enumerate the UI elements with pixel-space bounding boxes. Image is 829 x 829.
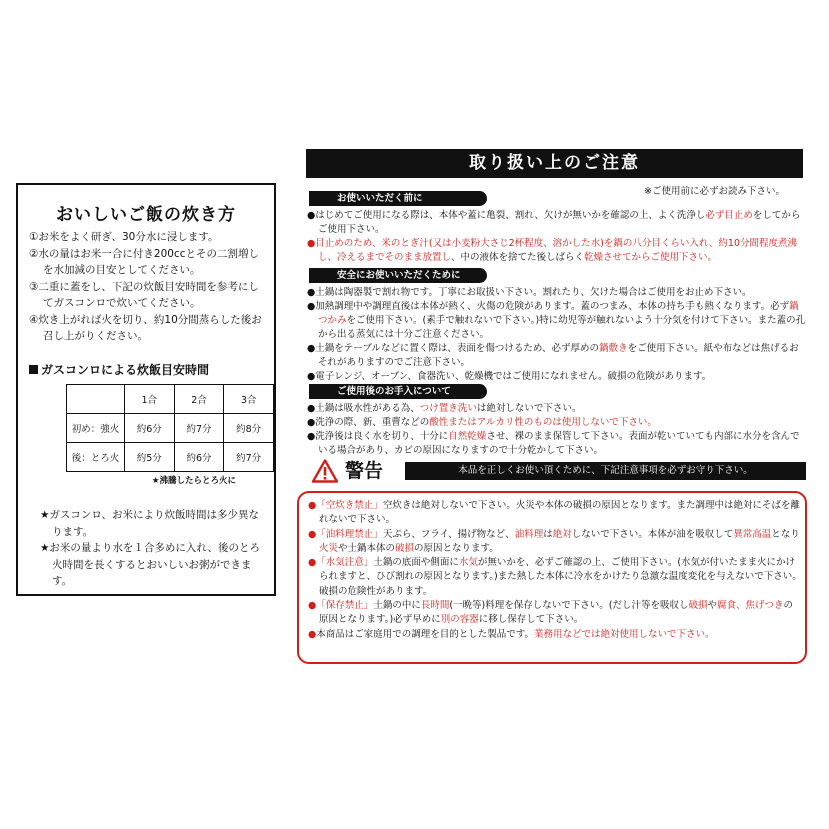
warning-triangle-icon (312, 459, 338, 483)
highlight-text: 破損 (688, 600, 708, 612)
highlight-text: 「水気注意」 (316, 557, 374, 569)
body-text: ●電子レンジ、オーブン、食器洗い、乾燥機ではご使用になれません。破損の危険があります。 (307, 371, 712, 382)
must-read-note: ※ご使用前に必ずお読み下さい。 (644, 186, 785, 197)
handling-precautions-banner: 取り扱い上のご注意 (306, 149, 803, 178)
highlight-text: ● (308, 500, 317, 511)
section-body-safe-use (307, 286, 807, 384)
rice-cooking-guide (16, 183, 276, 596)
warning-box (297, 491, 807, 664)
table-note: ★沸騰したらとろ火に (151, 476, 236, 486)
cooking-step: ①お米をよく研ぎ、30分水に浸します。 (29, 231, 219, 243)
body-text: や (707, 600, 717, 612)
highlight-text: 「空炊き禁止」 (316, 500, 383, 511)
highlight-text: 破損 (395, 542, 415, 554)
list-item (307, 237, 807, 265)
table-cell: 約7分 (224, 443, 274, 472)
table-cell: 約6分 (124, 414, 174, 443)
body-text: (一晩等)料理を保存しないで下さい。(だし汁等を吸収し (449, 600, 689, 612)
highlight-text: ● (308, 628, 317, 640)
highlight-text: 業務用などでは絶対使用しないで下さい。 (534, 628, 715, 640)
section-heading-before-use: お使いいただく前に (309, 191, 487, 206)
warning-item (308, 628, 802, 642)
warning-item (308, 499, 802, 528)
warning-item (308, 528, 802, 557)
body-text: しないで下さい。本体が油を吸収して (571, 528, 734, 540)
body-text: ●洗浄後は良く水を切り、十分に (307, 431, 449, 442)
highlight-text: 異常高温 (733, 528, 772, 540)
list-item (307, 342, 807, 370)
highlight-text: 乾燥させてからご使用下さい。 (584, 252, 718, 263)
cooking-step: ②水の量はお米一合に付き200ccとその二割増しを水加減の目安としてください。 (29, 247, 259, 276)
highlight-text: 鍋敷き (599, 343, 628, 354)
highlight-text: ● (308, 528, 317, 540)
warning-list (308, 499, 802, 642)
rice-guide-title: おいしいご飯の炊き方 (56, 205, 236, 225)
table-row-label: 初め：強火 (67, 414, 125, 443)
body-text: 空炊きは絶対しないで下さい。火災や本体の破損の原因となります。また調理中は絶対にそばを離れないで下さい。 (319, 500, 801, 526)
cooking-step: ④炊き上がれば火を切り、約10分間蒸らした後お召し上がりください。 (29, 313, 262, 342)
highlight-text: つけ置き洗い (419, 403, 477, 414)
body-text: をご使用下さい。(素手で触れないで下さい。)特に幼児等が触れないよう十分気を付けて下さい。また蓋の孔から出る蒸気には十分ご注意ください。 (318, 315, 806, 340)
cooking-steps (29, 229, 269, 345)
cooking-time-table (66, 384, 274, 472)
table-cell: 約5分 (124, 443, 174, 472)
body-text: が無いかを、必ずご確認の上、ご使用下さい。(水気が付いたまま火にかけられますと、ひび割れの原因となります。)また熱した本体に冷水をかけたり急激な温度変化を与えないで下さい。破損の危険性があります。 (319, 557, 802, 597)
list-item (307, 430, 807, 458)
body-text: ●はじめてご使用になる際は、本体や蓋に亀裂、割れ、欠けが無いかを確認の上、よく洗浄し (307, 210, 706, 221)
highlight-text: 鍋つかみ (318, 301, 799, 326)
highlight-text: ● (308, 557, 317, 569)
cooking-note: ★ガスコンロ、お米により炊飯時間は多少異なります。 (40, 509, 259, 538)
body-text: ●土鍋は吸水性がある為、 (307, 403, 420, 414)
table-row (67, 414, 274, 443)
list-item (307, 402, 807, 416)
highlight-text: ●目止めのため、米のとぎ汁(又は小麦粉大さじ2杯程度、溶かした水)を鍋の八分目くらい入れ、約10分間程度煮沸し、冷えるまでそのまま放置し (307, 238, 798, 263)
list-item (307, 300, 807, 342)
warning-label: 警告 (345, 460, 384, 482)
list-item (307, 370, 807, 384)
cooking-time-heading (29, 361, 209, 378)
body-text: は (543, 528, 553, 540)
warning-notice: 本品を正しくお使い頂くために、下記注意事項を必ずお守り下さい。 (405, 462, 806, 480)
list-item (307, 209, 807, 237)
table-column-header: 1合 (124, 385, 174, 414)
body-text: となり (771, 528, 800, 540)
section-body-after-care (307, 402, 807, 458)
cooking-notes (40, 507, 264, 590)
highlight-text: 「油料理禁止」 (316, 528, 383, 540)
cooking-note: ★お米の量より水を１合多めに入れ、後のとろ火時間を長くするとおいしいお粥ができます。 (40, 542, 261, 587)
table-column-header: 2合 (174, 385, 224, 414)
body-text: ●洗浄の際、新、重曹などの (307, 417, 430, 428)
body-text: 土鍋の底面や側面に (373, 557, 459, 569)
square-bullet-icon (29, 365, 38, 374)
section-body-before-use (307, 209, 807, 265)
table-corner-cell (67, 385, 125, 414)
body-text: をしてからご使用下さい。 (318, 210, 801, 235)
highlight-text: 別の容器 (440, 614, 479, 626)
body-text: の原因となります。)必ず早めに (319, 600, 794, 626)
table-column-header: 3合 (224, 385, 274, 414)
body-text: の原因となります。 (414, 542, 499, 554)
body-text: 天ぷら、フライ、揚げ物など、 (382, 528, 515, 540)
warning-item (308, 556, 802, 599)
body-text: ●土鍋は陶器製で割れ物です。丁寧にお取扱い下さい。割れたり、欠けた場合はご使用をお止め下さい。 (307, 287, 752, 298)
warning-header (312, 458, 806, 484)
cooking-time-heading-text: ガスコンロによる炊飯目安時間 (41, 363, 210, 377)
table-cell: 約8分 (224, 414, 274, 443)
body-text: ●加熱調理中や調理直後は本体が熱く、火傷の危険があります。蓋のつまみ、本体の持ち手も熱くなります。必ず (307, 301, 790, 312)
list-item (307, 286, 807, 300)
body-text: させ、裸のまま保管して下さい。表面が乾いていても内部に水分を含んでいる場合があり、カビの原因になりますので十分乾かして下さい。 (318, 431, 800, 456)
table-header-row (67, 385, 274, 414)
highlight-text: 腐食、焦げつき (717, 600, 784, 612)
highlight-text: 絶対 (552, 528, 572, 540)
table-row (67, 443, 274, 472)
highlight-text: 油料理 (514, 528, 544, 540)
body-text: ●土鍋をテーブルなどに置く際は、表面を傷つけるため、必ず厚めの (307, 343, 600, 354)
highlight-text: 「保存禁止」 (316, 600, 374, 612)
body-text: に移し保存して下さい。 (478, 614, 584, 626)
body-text: は絶対しないで下さい。 (476, 403, 582, 414)
highlight-text: 自然乾燥 (448, 431, 487, 442)
body-text: 土鍋の中に (373, 600, 421, 612)
highlight-text: 火災 (319, 542, 339, 554)
list-item (307, 416, 807, 430)
highlight-text: 長時間 (420, 600, 450, 612)
section-heading-after-care: ご使用後のお手入について (309, 384, 487, 399)
body-text: や土鍋本体の (338, 542, 396, 554)
table-row-label: 後：とろ火 (67, 443, 125, 472)
table-cell: 約7分 (174, 414, 224, 443)
highlight-text: 酸性またはアルカリ性のものは使用しないで下さい。 (429, 417, 657, 428)
highlight-text: 必ず目止め (705, 210, 753, 221)
body-text: 、中の液体を捨てた後しばらく (451, 252, 585, 263)
table-cell: 約6分 (174, 443, 224, 472)
section-heading-safe-use: 安全にお使いいただくために (309, 268, 487, 283)
highlight-text: 水気 (458, 557, 478, 569)
highlight-text: ● (308, 600, 317, 612)
body-text: をご使用下さい。紙や布などは焦げるおそれがありますのでご注意下さい。 (318, 343, 799, 368)
warning-item (308, 599, 802, 628)
body-text: 本商品はご家庭用での調理を目的とした製品です。 (316, 628, 535, 640)
cooking-step: ③二重に蓋をし、下記の炊飯目安時間を参考にしてガスコンロで炊いてください。 (29, 280, 259, 309)
